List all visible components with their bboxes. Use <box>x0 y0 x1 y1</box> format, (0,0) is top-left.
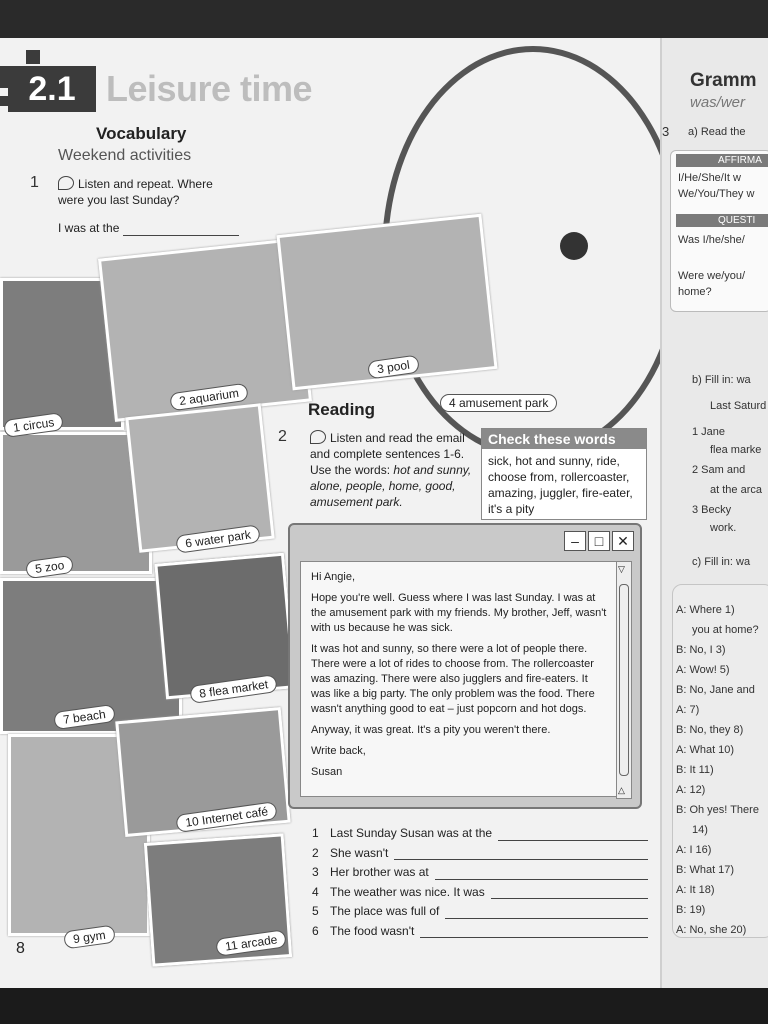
page-bottom-edge <box>0 988 768 1024</box>
question-text: Her brother was at <box>330 865 429 879</box>
email-window <box>288 523 642 809</box>
photo-label-pool: 3 pool <box>367 355 420 380</box>
grammar-row: Was I/he/she/ <box>678 234 745 246</box>
question-band: QUESTI <box>676 214 768 227</box>
exercise-3b-line: 2 Sam and <box>692 464 746 476</box>
answer-blank[interactable] <box>491 885 648 900</box>
unit-title: Leisure time <box>106 68 313 109</box>
scroll-up-arrow-icon[interactable]: △ <box>618 785 625 795</box>
question-text: Last Sunday Susan was at the <box>330 826 493 840</box>
grammar-row: We/You/They w <box>678 188 755 200</box>
maximize-icon[interactable]: □ <box>588 531 610 551</box>
email-paragraph: Hope you're well. Guess where I was last Sunday. I was at the amusement park with my friends. My brother, Jeff, wasn't with us because he was sick. <box>311 592 607 634</box>
question-text: The food wasn't <box>330 923 415 938</box>
dialog-line: 14) <box>692 824 708 836</box>
decorative-square <box>26 50 40 64</box>
email-paragraph: Anyway, it was great. It's a pity you weren't there. <box>311 724 551 736</box>
question-row <box>312 846 652 866</box>
question-row <box>312 865 652 885</box>
vocabulary-heading: Vocabulary <box>96 124 187 143</box>
exercise-3b-line: 1 Jane <box>692 426 726 438</box>
dialog-line: A: It 18) <box>676 884 715 896</box>
question-row <box>312 826 652 846</box>
grammar-subheading: was/wer <box>690 94 746 111</box>
email-paragraph: It was hot and sunny, so there were a lot of people there. There were a lot of rides to choose from. The rollercoaster was amazing. There were also jugglers and fire-eaters. It was like a big party. The only problem was the food. There wasn't anything good to eat – just popcorn and hot dogs. <box>311 643 595 715</box>
check-these-words-list: sick, hot and sunny, ride, choose from, rollercoaster, amazing, juggler, fire-eater, it's a pity <box>488 454 633 516</box>
exercise-3b-instruction: b) Fill in: wa <box>692 374 751 386</box>
photo-label-arcade: 11 arcade <box>215 929 287 957</box>
answer-blank[interactable] <box>123 235 239 236</box>
minimize-icon[interactable]: – <box>564 531 586 551</box>
comprehension-questions <box>312 826 652 943</box>
scroll-down-arrow-icon[interactable]: ▽ <box>618 564 625 574</box>
grammar-heading: Gramm <box>690 70 757 91</box>
close-icon[interactable]: ✕ <box>612 531 634 551</box>
photo-label-amusement-park: 4 amusement park <box>440 394 557 412</box>
exercise-3b-line: at the arca <box>710 484 762 496</box>
dialog-line: B: What 17) <box>676 864 735 876</box>
unit-number-badge <box>8 66 96 112</box>
exercise-2-instruction <box>310 430 480 510</box>
answer-blank[interactable] <box>394 846 648 861</box>
reading-heading: Reading <box>308 400 376 419</box>
question-row <box>312 924 652 944</box>
dialog-line: A: Wow! 5) <box>676 664 730 676</box>
exercise-3b-line: Last Saturd <box>710 400 767 412</box>
exercise-2-number: 2 <box>278 428 287 445</box>
photo-label-beach: 7 beach <box>53 704 116 730</box>
answer-blank[interactable] <box>420 924 648 939</box>
email-scrollbar[interactable] <box>616 561 632 799</box>
dialog-line: A: What 10) <box>676 744 735 756</box>
page-number: 8 <box>16 940 25 957</box>
question-number: 1 <box>312 826 319 840</box>
exercise-3b-line: flea marke <box>710 444 762 456</box>
dialog-line: B: No, I 3) <box>676 644 726 656</box>
grammar-row: Were we/you/ <box>678 270 746 282</box>
question-text: She wasn't <box>330 845 389 860</box>
exercise-1-instruction <box>58 176 238 208</box>
photo-label-gym: 9 gym <box>63 925 116 950</box>
question-number: 3 <box>312 865 319 879</box>
dialog-line: A: 7) <box>676 704 700 716</box>
photo-label-zoo: 5 zoo <box>25 555 74 579</box>
photo-label-water-park: 6 water park <box>175 524 261 554</box>
question-number: 2 <box>312 845 319 860</box>
email-greeting: Hi Angie, <box>311 571 356 583</box>
answer-blank[interactable] <box>498 826 648 841</box>
exercise-2-instruction-text: Listen and read the email and complete sentences 1-6. Use the words: <box>310 431 465 477</box>
question-row <box>312 885 652 905</box>
question-number: 5 <box>312 904 319 918</box>
ferris-wheel-hub <box>560 232 588 260</box>
exercise-1-number: 1 <box>30 174 39 191</box>
exercise-1-instruction-text: Listen and repeat. Where were you last Sunday? <box>58 177 213 207</box>
scrollbar-thumb[interactable] <box>619 584 629 776</box>
dialog-line: B: It 11) <box>676 764 714 776</box>
question-text: The place was full of <box>330 904 440 918</box>
dialog-line: B: Oh yes! There <box>676 804 759 816</box>
textbook-right-page <box>660 38 768 988</box>
exercise-3b-line: 3 Becky <box>692 504 732 516</box>
grammar-row: home? <box>678 286 712 298</box>
affirmative-band: AFFIRMA <box>676 154 768 167</box>
dialog-line: B: 19) <box>676 904 706 916</box>
exercise-1-prompt-text: I was at the <box>58 221 120 235</box>
exercise-3-number: 3 <box>662 124 670 139</box>
dialog-line: A: I 16) <box>676 844 712 856</box>
photo-label-flea-market: 8 flea market <box>189 674 278 704</box>
check-these-words-box <box>481 428 647 520</box>
photo-label-circus: 1 circus <box>3 412 64 438</box>
answer-blank[interactable] <box>435 865 648 880</box>
exercise-3c-instruction: c) Fill in: wa <box>692 556 751 568</box>
question-number: 6 <box>312 923 319 938</box>
dialog-line: A: No, she 20) <box>676 924 747 936</box>
question-number: 4 <box>312 884 319 899</box>
vocabulary-subheading: Weekend activities <box>58 147 192 164</box>
dialog-line: A: Where 1) <box>676 604 735 616</box>
dialog-line: B: No, they 8) <box>676 724 744 736</box>
answer-blank[interactable] <box>445 904 648 919</box>
exercise-1-prompt <box>58 220 239 236</box>
audio-icon[interactable] <box>58 176 74 190</box>
audio-icon[interactable] <box>310 430 326 444</box>
email-signature: Susan <box>311 766 343 778</box>
unit-number: 2.1 <box>28 69 76 108</box>
dialog-line: B: No, Jane and <box>676 684 755 696</box>
exercise-2-word-list: hot and sunny, alone, people, home, good, amusement park. <box>310 463 472 509</box>
email-body <box>300 561 618 797</box>
exercise-3a-instruction: a) Read the <box>688 126 746 138</box>
textbook-left-page <box>0 38 660 988</box>
photo-label-internet-cafe: 10 Internet café <box>175 801 278 833</box>
exercise-3b-line: work. <box>710 522 737 534</box>
check-these-words-heading: Check these words <box>482 429 646 449</box>
question-text: The weather was nice. It was <box>330 884 485 899</box>
email-signoff: Write back, <box>311 745 366 757</box>
dialog-line: you at home? <box>692 624 759 636</box>
question-row <box>312 904 652 924</box>
window-controls <box>564 531 634 551</box>
photo-label-aquarium: 2 aquarium <box>169 383 249 412</box>
dialog-line: A: 12) <box>676 784 706 796</box>
grammar-row: I/He/She/It w <box>678 172 741 184</box>
